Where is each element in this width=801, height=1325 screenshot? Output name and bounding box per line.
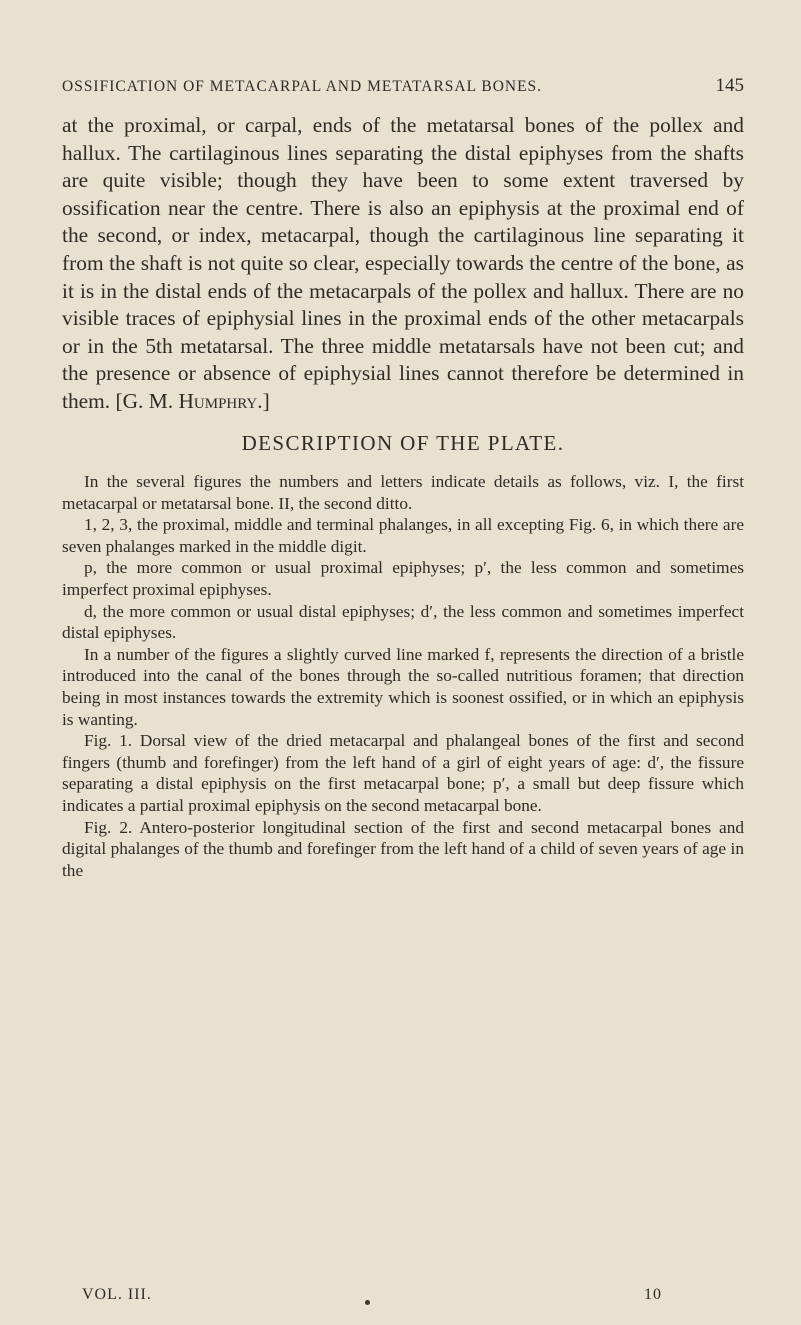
description-paragraph-fig-2: Fig. 2. Antero-posterior longitudinal section of the first and second metacarpal bones and digital phalanges of the thumb and forefinger from the left hand of a child of seven years of age in the <box>62 817 744 880</box>
leaf-number: 10 <box>644 1286 662 1303</box>
author-signature: G. M. Humphry. <box>122 388 263 413</box>
body-paragraph: at the proximal, or carpal, ends of the metatarsal bones of the pollex and hallux. The cartilaginous lines separating the distal epiphyses from the shafts are quite visible; though they have been to some extent traversed by ossification near the centre. There is also an epiphysis at the proximal end of the second, or index, metacarpal, though the cartilaginous line separating it from the shaft is not quite so clear, especially towards the centre of the bone, as it is in the distal ends of the metacarpals of the pollex and hallux. There are no visible traces of epiphysial lines in the proximal ends of the other metacarpals or in the 5th metatarsal. The three middle metatarsals have not been cut; and the presence or absence of epiphysial lines cannot therefore be determined in them. [G. M. Humphry.] <box>62 113 744 413</box>
description-paragraph-phalanges: 1, 2, 3, the proximal, middle and terminal phalanges, in all excepting Fig. 6, in which there are seven phalanges marked in the middle digit. <box>62 515 744 556</box>
description-paragraph-fig-1: Fig. 1. Dorsal view of the dried metacarpal and phalangeal bones of the first and second fingers (thumb and forefinger) from the left hand of a girl of eight years of age: d′, the fissure separating a distal epiphysis on the first metacarpal bone; p′, a small but deep fissure which indicates a partial proximal epiphysis on the second metacarpal bone. <box>62 731 744 815</box>
section-title: DESCRIPTION OF THE PLATE. <box>241 431 565 455</box>
body-text <box>62 112 744 416</box>
body-paragraph-text: at the proximal, or carpal, ends of the metatarsal bones of the pollex and hallux. The cartilaginous lines separating the distal epiphyses from the shafts are quite visible; though they have been to some extent traversed by ossification near the centre. There is also an epiphysis at the proximal end of the second, or index, metacarpal, though the cartilaginous line separating it from the shaft is not quite so clear, especially towards the centre of the bone, as it is in the distal ends of the metacarpals of the pollex and hallux. There are no visible traces of epiphysial lines in the proximal ends of the other metacarpals or in the 5th metatarsal. The three middle metatarsals have not been cut; and the presence or absence of epiphysial lines cannot therefore be determined in them. <box>62 113 744 413</box>
plate-description <box>62 471 744 881</box>
running-head <box>62 75 744 96</box>
description-paragraph-legend: In the several figures the numbers and letters indicate details as follows, viz. I, the first metacarpal or metatarsal bone. II, the second ditto. <box>62 472 744 513</box>
running-head-title: OSSIFICATION OF METACARPAL AND METATARSAL BONES. <box>62 78 543 95</box>
description-paragraph-distal-epiphyses: d, the more common or usual distal epiphyses; d′, the less common and sometimes imperfect distal epiphyses. <box>62 601 744 643</box>
page-number: 145 <box>715 75 744 96</box>
printer-mark <box>365 1300 370 1305</box>
description-paragraph-proximal-epiphyses: p, the more common or usual proximal epiphyses; p′, the less common and sometimes imperfect proximal epiphyses. <box>62 558 744 599</box>
description-paragraph-bristle-line: In a number of the figures a slightly curved line marked f, represents the direction of a bristle introduced into the canal of the bones through the so-called nutritious foramen; that direction being in most instances towards the extremity which is soonest ossified, or in which an epiphysis is wanting. <box>62 644 744 729</box>
volume-signature: VOL. III. <box>82 1286 152 1303</box>
